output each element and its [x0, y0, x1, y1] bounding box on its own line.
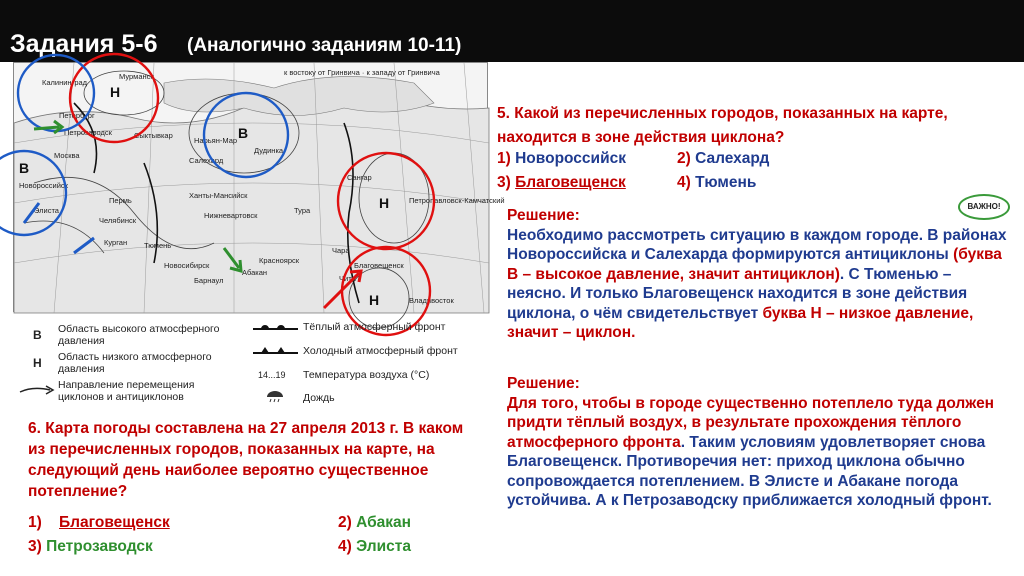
legend-warm-front: Тёплый атмосферный фронт — [303, 321, 446, 333]
map-label: Сангар — [347, 173, 372, 182]
solution-2-text: Для того, чтобы в городе существенно потеплело туда должен придти тёплый воздух, в результате прохождения тёплого атмосферного фронта. Таким условиям удовлетворяет снова Благовещенск. Противоречия нет: приход циклона обычно сопровождается потеплением. В Элисте и Абакане погода устойчива. А к Петрозаводску приближается холодный фронт. — [507, 394, 995, 509]
q5-answer-4: 4) Тюмень — [677, 174, 757, 191]
legend-low: Область низкого атмосферного давления — [58, 351, 212, 375]
solution-2 — [507, 374, 1007, 511]
map-label: Петропавловск-Камчатский — [409, 196, 505, 205]
page-subtitle: (Аналогично заданиям 10-11) — [187, 35, 462, 56]
map-label: Абакан — [242, 268, 268, 277]
legend-temp-symbol: 14...19 — [258, 370, 286, 380]
map-label: Калининград — [42, 78, 88, 87]
legend-low-symbol: Н — [33, 356, 42, 370]
map-legend — [13, 318, 488, 413]
map-label: Петербург — [59, 111, 95, 120]
map-label: Чита — [339, 274, 356, 283]
map-label: Ханты-Мансийск — [189, 191, 248, 200]
q5-answer-2: 2) Салехард — [677, 150, 770, 167]
map-label: Чара — [332, 246, 350, 255]
q6-answer-3: 3) Петрозаводск — [28, 538, 153, 555]
rain-icon — [265, 390, 285, 402]
pressure-letter: В — [238, 125, 249, 141]
map-label: Пермь — [109, 196, 132, 205]
pressure-letter: Н — [369, 292, 380, 308]
map-label: Барнаул — [194, 276, 224, 285]
map-label: к востоку от Гринвича · к западу от Гринвича — [284, 68, 440, 77]
map-label: Элиста — [34, 206, 59, 215]
legend-temperature: Температура воздуха (°C) — [303, 369, 430, 381]
legend-rain: Дождь — [303, 392, 335, 404]
map-label: Дудинка — [254, 146, 284, 155]
question-5: 5. Какой из перечисленных городов, показанных на карте, находится в зоне действия циклона? — [497, 105, 948, 146]
map-label: Мурманск — [119, 72, 154, 81]
legend-arrow-icon — [18, 384, 58, 396]
legend-cold-front: Холодный атмосферный фронт — [303, 345, 458, 357]
map-label: Москва — [54, 151, 80, 160]
map-label: Салехард — [189, 156, 224, 165]
map-label: Тюмень — [144, 241, 172, 250]
q6-answer-4: 4) Элиста — [338, 538, 411, 555]
cold-front-icon — [253, 345, 298, 355]
map-label: Благовещенск — [354, 261, 404, 270]
warm-front-icon — [253, 321, 298, 331]
solution-1-heading: Решение: — [507, 207, 580, 224]
map-label: Сыктывкар — [134, 131, 173, 140]
q5-answer-3: 3) Благовещенск — [497, 174, 626, 191]
q6-answer-2: 2) Абакан — [338, 514, 412, 531]
pressure-letter: В — [19, 160, 30, 176]
map-label: Новороссийск — [19, 181, 68, 190]
weather-map — [13, 62, 505, 312]
solution-2-heading: Решение: — [507, 375, 580, 392]
important-badge: ВАЖНО! — [958, 194, 1010, 220]
map-label: Курган — [104, 238, 128, 247]
solution-1-text: Необходимо рассмотреть ситуацию в каждом городе. В районах Новороссийска и Салехарда формируются антициклоны (буква В – высокое давление, значит антициклон). С Тюменью – неясно. И только Благовещенск находится в зоне действия циклона, о чём свидетельствует буква Н – низкое давление, значит – циклон. — [507, 226, 1007, 341]
legend-direction: Направление перемещения циклонов и антициклонов — [58, 379, 195, 403]
solution-1 — [507, 206, 1007, 343]
legend-high: Область высокого атмосферного давления — [58, 323, 220, 347]
weather-map-drawing — [14, 63, 505, 313]
question-6: 6. Карта погоды составлена на 27 апреля 2013 г. В каком из перечисленных городов, показанных на карте, на следующий день наиболее вероятно существенное потепление? — [28, 420, 464, 500]
title-bar — [0, 0, 1024, 62]
map-label: Петрозаводск — [64, 128, 112, 137]
pressure-letter: Н — [379, 195, 390, 211]
q5-answer-1: 1) Новороссийск — [497, 150, 626, 167]
pressure-letter: Н — [110, 84, 121, 100]
page-title: Задания 5-6 — [10, 30, 158, 58]
legend-high-symbol: В — [33, 328, 42, 342]
map-label: Тура — [294, 206, 311, 215]
map-label: Красноярск — [259, 256, 300, 265]
map-label: Нарьян-Мар — [194, 136, 238, 145]
map-label: Челябинск — [99, 216, 137, 225]
map-label: Нижневартовск — [204, 211, 258, 220]
map-label: Новосибирск — [164, 261, 210, 270]
q6-answer-1: 1) Благовещенск — [28, 514, 170, 531]
map-label: Владивосток — [409, 296, 454, 305]
